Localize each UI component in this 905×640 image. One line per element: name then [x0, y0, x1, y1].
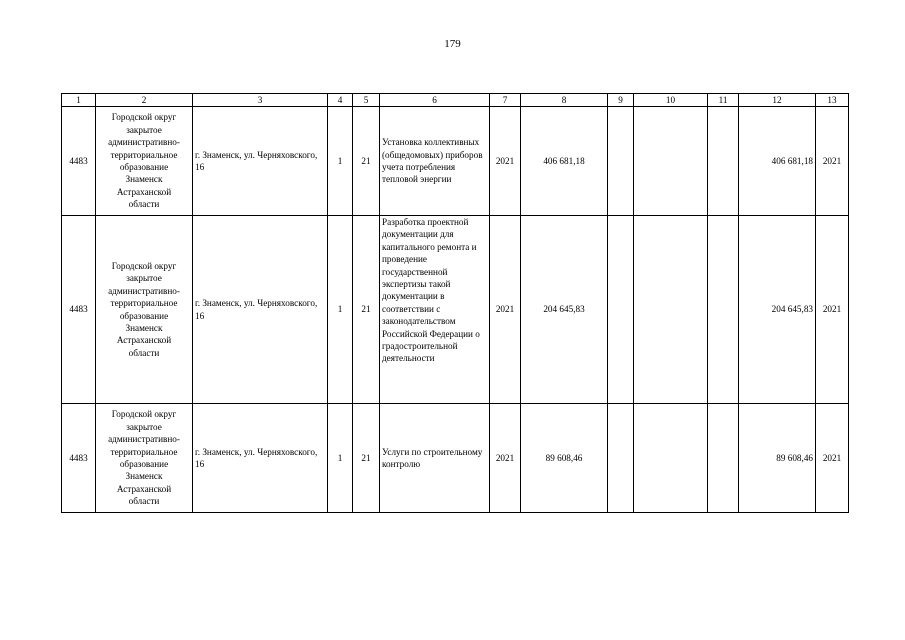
municipality-cell: Городской округ закрытое административно- территориальное образование Знаменск Астраханской области	[96, 404, 193, 513]
municipality-cell: Городской округ закрытое административно- территориальное образование Знаменск Астраханской области	[96, 216, 193, 404]
col5-cell: 21	[353, 107, 380, 216]
header-cell: 6	[380, 94, 490, 107]
header-cell: 13	[816, 94, 849, 107]
table-row	[62, 216, 849, 404]
year-cell: 2021	[490, 107, 521, 216]
address-cell: г. Знаменск, ул. Черняховского, 16	[193, 107, 328, 216]
col5-cell: 21	[353, 216, 380, 404]
end-year-cell: 2021	[816, 107, 849, 216]
col11-cell	[708, 107, 739, 216]
header-cell: 1	[62, 94, 96, 107]
header-cell: 9	[608, 94, 634, 107]
work-type-cell: Установка коллективных (общедомовых) приборов учета потребления тепловой энергии	[380, 107, 490, 216]
total-cell: 89 608,46	[739, 404, 816, 513]
end-year-cell: 2021	[816, 404, 849, 513]
col4-cell: 1	[328, 216, 353, 404]
work-type-cell: Разработка проектной документации для капитального ремонта и проведение государственной экспертизы такой документации в соответствии с законодательством Российской Федерации о градостроительной деятельности	[380, 216, 490, 404]
header-cell: 7	[490, 94, 521, 107]
header-cell: 5	[353, 94, 380, 107]
row-id-cell: 4483	[62, 216, 96, 404]
total-cell: 204 645,83	[739, 216, 816, 404]
header-cell: 10	[634, 94, 708, 107]
page-number: 179	[444, 38, 461, 50]
col4-cell: 1	[328, 404, 353, 513]
col9-cell	[608, 107, 634, 216]
header-cell: 12	[739, 94, 816, 107]
col11-cell	[708, 216, 739, 404]
col9-cell	[608, 404, 634, 513]
address-cell: г. Знаменск, ул. Черняховского, 16	[193, 404, 328, 513]
municipality-cell: Городской округ закрытое административно- территориальное образование Знаменск Астраханской области	[96, 107, 193, 216]
col4-cell: 1	[328, 107, 353, 216]
address-cell: г. Знаменск, ул. Черняховского, 16	[193, 216, 328, 404]
register-table	[61, 93, 849, 513]
col9-cell	[608, 216, 634, 404]
header-cell: 8	[521, 94, 608, 107]
row-id-cell: 4483	[62, 107, 96, 216]
table-row	[62, 404, 849, 513]
header-cell: 2	[96, 94, 193, 107]
year-cell: 2021	[490, 216, 521, 404]
col10-cell	[634, 107, 708, 216]
header-cell: 4	[328, 94, 353, 107]
total-cell: 406 681,18	[739, 107, 816, 216]
work-type-cell: Услуги по строительному контролю	[380, 404, 490, 513]
amount-cell: 204 645,83	[521, 216, 608, 404]
col11-cell	[708, 404, 739, 513]
col10-cell	[634, 216, 708, 404]
table-header-row	[62, 94, 849, 107]
col10-cell	[634, 404, 708, 513]
row-id-cell: 4483	[62, 404, 96, 513]
table-row	[62, 107, 849, 216]
header-cell: 3	[193, 94, 328, 107]
amount-cell: 89 608,46	[521, 404, 608, 513]
end-year-cell: 2021	[816, 216, 849, 404]
header-cell: 11	[708, 94, 739, 107]
year-cell: 2021	[490, 404, 521, 513]
amount-cell: 406 681,18	[521, 107, 608, 216]
col5-cell: 21	[353, 404, 380, 513]
